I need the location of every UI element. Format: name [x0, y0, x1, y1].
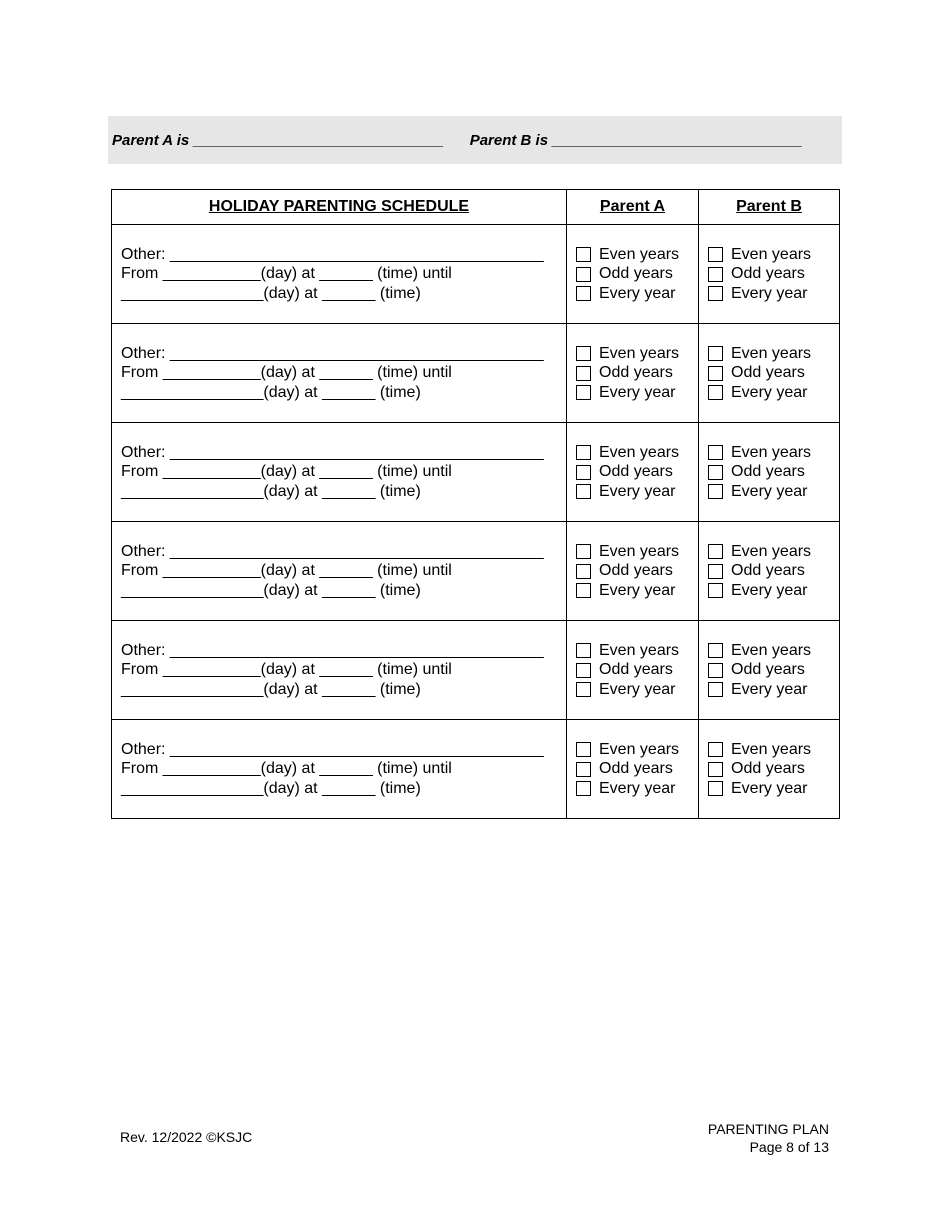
option-label: Odd years — [599, 463, 673, 480]
parent-b-options-cell — [699, 423, 840, 522]
until-day-time-field[interactable]: ________________(day) at ______ (time) — [121, 284, 421, 302]
parent-a-odd-years-option[interactable] — [576, 561, 698, 581]
other-holiday-field[interactable]: Other: __________________________________________ — [121, 740, 544, 758]
checkbox[interactable] — [576, 781, 591, 796]
other-holiday-field[interactable]: Other: __________________________________________ — [121, 542, 544, 560]
parent-a-every-year-option[interactable] — [576, 383, 698, 403]
parent-designation-bar — [108, 116, 842, 164]
holiday-description-cell — [112, 324, 567, 423]
option-label: Odd years — [731, 364, 805, 381]
footer-revision: Rev. 12/2022 ©KSJC — [120, 1129, 253, 1145]
option-label: Odd years — [731, 562, 805, 579]
checkbox[interactable] — [576, 286, 591, 301]
checkbox[interactable] — [708, 484, 723, 499]
option-label: Even years — [731, 443, 812, 461]
option-label: Even years — [731, 245, 812, 263]
footer-page-info — [708, 1120, 829, 1156]
other-holiday-field[interactable]: Other: __________________________________________ — [121, 344, 544, 362]
option-label: Even years — [599, 344, 680, 362]
table-row — [112, 720, 840, 819]
from-day-time-field[interactable]: From ___________(day) at ______ (time) until — [121, 562, 452, 580]
other-holiday-field[interactable]: Other: __________________________________________ — [121, 641, 544, 659]
option-label: Odd years — [599, 661, 673, 678]
parent-b-options-cell — [699, 720, 840, 819]
other-holiday-field[interactable]: Other: __________________________________________ — [121, 443, 544, 461]
option-label: Odd years — [731, 463, 805, 480]
checkbox[interactable] — [708, 445, 723, 460]
checkbox[interactable] — [576, 583, 591, 598]
option-label: Odd years — [599, 265, 673, 282]
parent-a-options-cell — [567, 423, 699, 522]
parent-b-odd-years-option[interactable] — [708, 363, 839, 383]
option-label: Every year — [599, 779, 676, 797]
parent-a-even-years-option[interactable] — [576, 245, 698, 265]
checkbox[interactable] — [576, 346, 591, 361]
option-label: Even years — [731, 542, 812, 560]
parent-a-even-years-option[interactable] — [576, 542, 698, 562]
option-label: Every year — [599, 482, 676, 500]
checkbox[interactable] — [708, 762, 723, 777]
option-label: Every year — [731, 482, 808, 500]
checkbox[interactable] — [576, 742, 591, 757]
table-row — [112, 522, 840, 621]
parent-b-odd-years-option[interactable] — [708, 759, 839, 779]
checkbox[interactable] — [708, 643, 723, 658]
option-label: Odd years — [731, 265, 805, 282]
option-label: Odd years — [599, 364, 673, 381]
option-label: Even years — [599, 641, 680, 659]
checkbox[interactable] — [708, 346, 723, 361]
until-day-time-field[interactable]: ________________(day) at ______ (time) — [121, 680, 421, 698]
until-day-time-field[interactable]: ________________(day) at ______ (time) — [121, 482, 421, 500]
option-label: Every year — [731, 779, 808, 797]
parent-b-options-cell — [699, 324, 840, 423]
parent-b-even-years-option[interactable] — [708, 443, 839, 463]
option-label: Even years — [599, 542, 680, 560]
checkbox[interactable] — [708, 682, 723, 697]
checkbox[interactable] — [576, 544, 591, 559]
holiday-description-cell — [112, 522, 567, 621]
parent-b-odd-years-option[interactable] — [708, 660, 839, 680]
parent-b-even-years-option[interactable] — [708, 740, 839, 760]
checkbox[interactable] — [708, 286, 723, 301]
checkbox[interactable] — [576, 643, 591, 658]
parent-b-every-year-option[interactable] — [708, 284, 839, 304]
parent-a-every-year-option[interactable] — [576, 680, 698, 700]
option-label: Even years — [731, 641, 812, 659]
checkbox[interactable] — [708, 385, 723, 400]
parent-b-every-year-option[interactable] — [708, 680, 839, 700]
footer-doc-title: PARENTING PLAN — [707, 1121, 829, 1137]
parent-a-odd-years-option[interactable] — [576, 759, 698, 779]
option-label: Odd years — [731, 661, 805, 678]
parent-a-options-cell — [567, 324, 699, 423]
option-label: Even years — [599, 245, 680, 263]
holiday-description-cell — [112, 720, 567, 819]
checkbox[interactable] — [576, 564, 591, 579]
parent-b-even-years-option[interactable] — [708, 542, 839, 562]
footer-page-number: Page 8 of 13 — [749, 1139, 829, 1155]
parent-a-options-cell — [567, 225, 699, 324]
header-parent-a: Parent A — [567, 190, 699, 225]
from-day-time-field[interactable]: From ___________(day) at ______ (time) until — [121, 265, 452, 283]
checkbox[interactable] — [576, 682, 591, 697]
option-label: Even years — [731, 344, 812, 362]
parent-a-even-years-option[interactable] — [576, 740, 698, 760]
checkbox[interactable] — [708, 583, 723, 598]
checkbox[interactable] — [576, 385, 591, 400]
checkbox[interactable] — [708, 247, 723, 262]
parent-b-odd-years-option[interactable] — [708, 462, 839, 482]
table-row — [112, 225, 840, 324]
checkbox[interactable] — [708, 663, 723, 678]
parent-a-every-year-option[interactable] — [576, 482, 698, 502]
holiday-description-cell — [112, 225, 567, 324]
checkbox[interactable] — [576, 366, 591, 381]
parent-a-odd-years-option[interactable] — [576, 363, 698, 383]
option-label: Every year — [599, 680, 676, 698]
option-label: Every year — [731, 680, 808, 698]
checkbox[interactable] — [576, 484, 591, 499]
parent-a-every-year-option[interactable] — [576, 284, 698, 304]
option-label: Every year — [599, 284, 676, 302]
checkbox[interactable] — [576, 465, 591, 480]
from-day-time-field[interactable]: From ___________(day) at ______ (time) until — [121, 364, 452, 382]
header-holiday-schedule: HOLIDAY PARENTING SCHEDULE — [112, 190, 567, 225]
option-label: Even years — [599, 740, 680, 758]
parent-a-even-years-option[interactable] — [576, 344, 698, 364]
option-label: Every year — [731, 383, 808, 401]
checkbox[interactable] — [708, 564, 723, 579]
from-day-time-field[interactable]: From ___________(day) at ______ (time) until — [121, 661, 452, 679]
parent-a-label: Parent A is ______________________________ — [112, 131, 444, 149]
until-day-time-field[interactable]: ________________(day) at ______ (time) — [121, 581, 421, 599]
parent-a-options-cell — [567, 720, 699, 819]
parent-b-every-year-option[interactable] — [708, 779, 839, 799]
parent-b-odd-years-option[interactable] — [708, 264, 839, 284]
other-holiday-field[interactable]: Other: __________________________________________ — [121, 245, 544, 263]
option-label: Every year — [731, 284, 808, 302]
parent-b-options-cell — [699, 225, 840, 324]
parent-a-options-cell — [567, 621, 699, 720]
checkbox[interactable] — [708, 544, 723, 559]
table-header-row — [112, 190, 840, 225]
checkbox[interactable] — [708, 366, 723, 381]
parent-b-even-years-option[interactable] — [708, 245, 839, 265]
checkbox[interactable] — [576, 267, 591, 282]
parent-a-odd-years-option[interactable] — [576, 264, 698, 284]
parent-a-every-year-option[interactable] — [576, 581, 698, 601]
checkbox[interactable] — [576, 762, 591, 777]
parent-b-even-years-option[interactable] — [708, 344, 839, 364]
from-day-time-field[interactable]: From ___________(day) at ______ (time) until — [121, 760, 452, 778]
option-label: Every year — [599, 581, 676, 599]
until-day-time-field[interactable]: ________________(day) at ______ (time) — [121, 779, 421, 797]
parent-b-label: Parent B is ______________________________ — [469, 131, 803, 149]
holiday-description-cell — [112, 423, 567, 522]
holiday-description-cell — [112, 621, 567, 720]
option-label: Every year — [731, 581, 808, 599]
checkbox[interactable] — [576, 663, 591, 678]
table-row — [112, 423, 840, 522]
option-label: Every year — [599, 383, 676, 401]
from-day-time-field[interactable]: From ___________(day) at ______ (time) until — [121, 463, 452, 481]
parent-b-every-year-option[interactable] — [708, 581, 839, 601]
parent-b-odd-years-option[interactable] — [708, 561, 839, 581]
option-label: Even years — [731, 740, 812, 758]
checkbox[interactable] — [708, 267, 723, 282]
parent-b-every-year-option[interactable] — [708, 482, 839, 502]
parent-a-every-year-option[interactable] — [576, 779, 698, 799]
parent-a-even-years-option[interactable] — [576, 641, 698, 661]
until-day-time-field[interactable]: ________________(day) at ______ (time) — [121, 383, 421, 401]
checkbox[interactable] — [576, 247, 591, 262]
table-row — [112, 324, 840, 423]
option-label: Even years — [599, 443, 680, 461]
holiday-schedule-table — [111, 189, 840, 819]
table-row — [112, 621, 840, 720]
option-label: Odd years — [599, 562, 673, 579]
option-label: Odd years — [599, 760, 673, 777]
checkbox[interactable] — [576, 445, 591, 460]
parent-a-odd-years-option[interactable] — [576, 660, 698, 680]
parent-b-options-cell — [699, 522, 840, 621]
parent-a-even-years-option[interactable] — [576, 443, 698, 463]
checkbox[interactable] — [708, 742, 723, 757]
parent-b-every-year-option[interactable] — [708, 383, 839, 403]
parent-a-options-cell — [567, 522, 699, 621]
checkbox[interactable] — [708, 781, 723, 796]
checkbox[interactable] — [708, 465, 723, 480]
parent-b-options-cell — [699, 621, 840, 720]
option-label: Odd years — [731, 760, 805, 777]
parent-b-even-years-option[interactable] — [708, 641, 839, 661]
header-parent-b: Parent B — [699, 190, 840, 225]
parent-a-odd-years-option[interactable] — [576, 462, 698, 482]
